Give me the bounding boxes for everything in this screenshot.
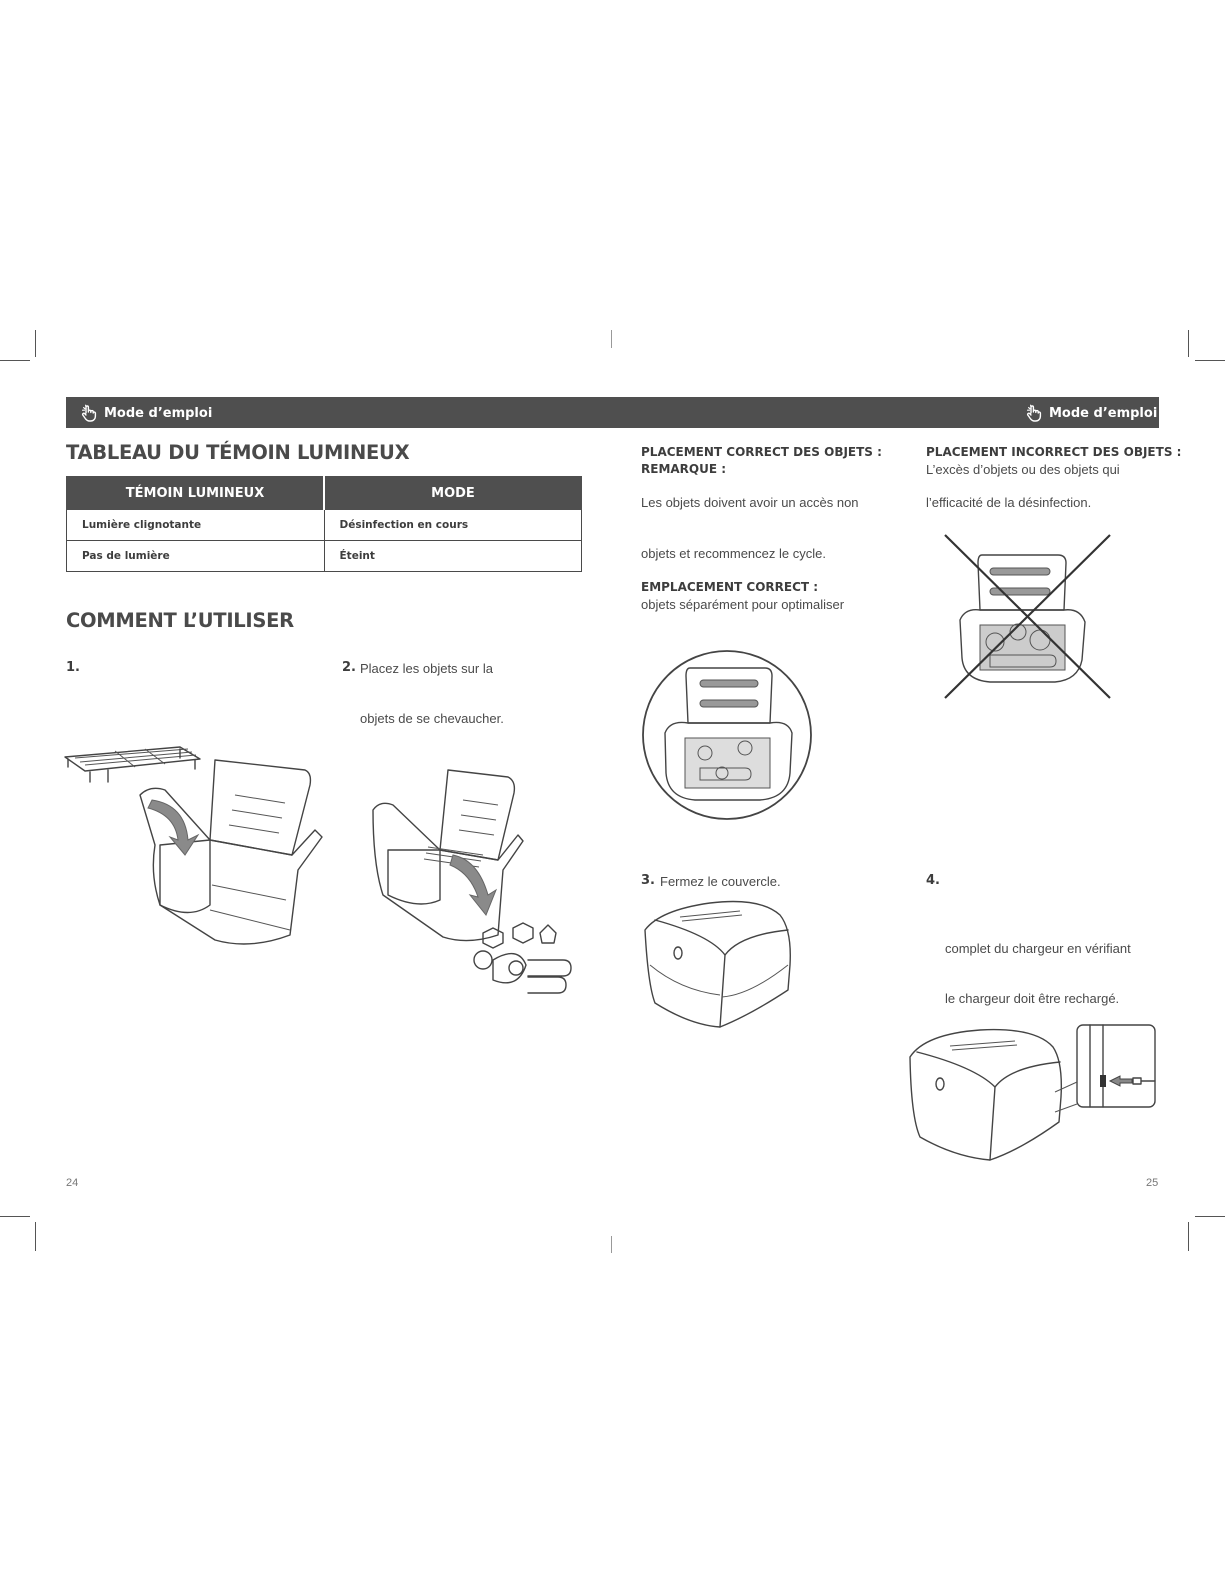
table-row (67, 510, 582, 541)
incorrect-heading: PLACEMENT INCORRECT DES OBJETS : (926, 445, 1182, 459)
crop-mark (1188, 330, 1189, 357)
crop-mark (611, 330, 612, 348)
correct-location-heading: EMPLACEMENT CORRECT : (641, 580, 819, 594)
crop-mark (1195, 360, 1225, 361)
table-header-cell: MODE (324, 477, 582, 510)
toys-icon (474, 923, 571, 993)
step-2-line-2: objets de se chevaucher. (360, 711, 504, 726)
crop-mark (0, 1216, 30, 1217)
table-row (67, 541, 582, 572)
incorrect-line-2: l’efficacité de la désinfection. (926, 495, 1092, 510)
correct-line-2: objets et recommencez le cycle. (641, 546, 826, 561)
charging-illustration (905, 1022, 1160, 1167)
table-cell: Éteint (324, 541, 582, 572)
step-3-number: 3. (641, 873, 655, 888)
incorrect-placement-illustration (940, 530, 1115, 705)
page-number-left: 24 (66, 1177, 79, 1189)
table-header-cell: TÉMOIN LUMINEUX (67, 477, 325, 510)
remark-heading: REMARQUE : (641, 462, 727, 476)
correct-line-1: Les objets doivent avoir un accès non (641, 495, 859, 510)
header-right (1025, 402, 1157, 424)
correct-placement-illustration (640, 648, 815, 823)
page-number-right: 25 (1146, 1177, 1159, 1189)
step-2-number: 2. (342, 660, 356, 675)
crop-mark (611, 1236, 612, 1253)
step-3-text: Fermez le couvercle. (660, 874, 781, 889)
table-cell: Pas de lumière (67, 541, 325, 572)
step-1-illustration (60, 745, 330, 960)
hand-pointer-icon (80, 404, 98, 422)
table-cell: Lumière clignotante (67, 510, 325, 541)
crop-mark (1195, 1216, 1225, 1217)
crop-mark (35, 1222, 36, 1251)
led-table (66, 476, 582, 572)
incorrect-line-1: L’excès d’objets ou des objets qui (926, 462, 1120, 477)
closed-case-illustration (640, 895, 800, 1035)
header-right-label: Mode d’emploi (1049, 405, 1158, 421)
step-2-illustration (368, 765, 583, 1000)
correct-line-3: objets séparément pour optimaliser (641, 597, 845, 612)
step-4-line-2: le chargeur doit être rechargé. (945, 991, 1120, 1006)
howto-title: COMMENT L’UTILISER (66, 609, 294, 632)
header-left-label: Mode d’emploi (104, 405, 213, 421)
tray-icon (65, 747, 200, 782)
table-cell: Désinfection en cours (324, 510, 582, 541)
step-4-number: 4. (926, 873, 940, 888)
table-title: TABLEAU DU TÉMOIN LUMINEUX (66, 441, 410, 464)
crop-mark (0, 360, 30, 361)
step-1-number: 1. (66, 660, 80, 675)
correct-heading: PLACEMENT CORRECT DES OBJETS : (641, 445, 882, 459)
crop-mark (35, 330, 36, 357)
header-left (80, 402, 212, 424)
step-4-line-1: complet du chargeur en vérifiant (945, 941, 1131, 956)
hand-pointer-icon (1025, 404, 1043, 422)
step-2-line-1: Placez les objets sur la (360, 661, 493, 676)
crop-mark (1188, 1222, 1189, 1251)
